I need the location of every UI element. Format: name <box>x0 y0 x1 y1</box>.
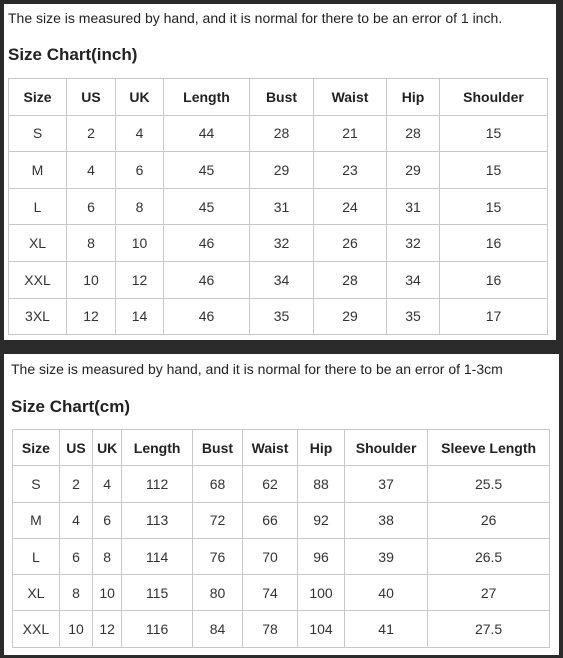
table-cell: 114 <box>122 538 193 574</box>
table-cell: 6 <box>59 538 92 574</box>
table-header-row <box>13 430 550 466</box>
table-row <box>13 575 550 611</box>
table-cell: 32 <box>387 225 440 262</box>
table-cell: 45 <box>164 188 250 225</box>
table-cell: 14 <box>116 298 164 335</box>
table-cell: 2 <box>67 115 116 152</box>
table-cell: 96 <box>298 538 345 574</box>
table-cell: 10 <box>67 261 116 298</box>
table-cell: 88 <box>298 466 345 502</box>
table-cell: 31 <box>250 188 314 225</box>
table-row <box>13 611 550 647</box>
table-cell: 29 <box>387 152 440 189</box>
table-cell: 28 <box>250 115 314 152</box>
inch-size-table <box>8 78 548 335</box>
table-row <box>9 152 548 189</box>
table-cell: 29 <box>314 298 387 335</box>
table-cell: 34 <box>387 261 440 298</box>
column-header: US <box>59 430 92 466</box>
column-header: Shoulder <box>344 430 427 466</box>
cm-measurement-note: The size is measured by hand, and it is normal for there to be an error of 1-3cm <box>11 361 503 377</box>
table-cell: 35 <box>387 298 440 335</box>
table-cell: 23 <box>314 152 387 189</box>
table-cell: 104 <box>298 611 345 647</box>
table-cell: L <box>13 538 60 574</box>
table-cell: 10 <box>59 611 92 647</box>
table-header-row <box>9 79 548 116</box>
table-cell: 29 <box>250 152 314 189</box>
table-cell: 25.5 <box>428 466 550 502</box>
table-cell: 10 <box>116 225 164 262</box>
table-cell: 38 <box>344 502 427 538</box>
table-cell: 112 <box>122 466 193 502</box>
table-cell: 84 <box>193 611 243 647</box>
table-cell: 40 <box>344 575 427 611</box>
table-cell: XXL <box>9 261 67 298</box>
table-cell: 78 <box>242 611 297 647</box>
cm-size-table <box>12 429 550 648</box>
table-cell: 46 <box>164 298 250 335</box>
table-cell: 74 <box>242 575 297 611</box>
table-cell: 12 <box>116 261 164 298</box>
column-header: Bust <box>250 79 314 116</box>
cm-size-chart-title: Size Chart(cm) <box>11 397 131 416</box>
table-cell: 6 <box>93 502 122 538</box>
table-row <box>13 538 550 574</box>
table-cell: 24 <box>314 188 387 225</box>
table-cell: 26.5 <box>428 538 550 574</box>
column-header: Shoulder <box>440 79 548 116</box>
table-cell: 72 <box>193 502 243 538</box>
table-cell: 8 <box>116 188 164 225</box>
table-cell: 2 <box>59 466 92 502</box>
column-header: UK <box>116 79 164 116</box>
table-row <box>9 225 548 262</box>
table-cell: 4 <box>93 466 122 502</box>
inch-measurement-note: The size is measured by hand, and it is normal for there to be an error of 1 inch. <box>8 10 503 26</box>
inch-size-chart-title: Size Chart(inch) <box>8 45 138 64</box>
cm-size-panel <box>4 354 559 655</box>
table-cell: 3XL <box>9 298 67 335</box>
table-cell: 80 <box>193 575 243 611</box>
table-cell: 6 <box>67 188 116 225</box>
table-cell: XL <box>9 225 67 262</box>
column-header: Waist <box>242 430 297 466</box>
table-cell: S <box>13 466 60 502</box>
table-cell: 66 <box>242 502 297 538</box>
table-cell: 26 <box>314 225 387 262</box>
table-cell: 4 <box>59 502 92 538</box>
table-cell: 28 <box>387 115 440 152</box>
table-cell: 12 <box>93 611 122 647</box>
table-cell: 8 <box>67 225 116 262</box>
table-cell: 68 <box>193 466 243 502</box>
table-cell: 41 <box>344 611 427 647</box>
table-cell: 15 <box>440 115 548 152</box>
column-header: Bust <box>193 430 243 466</box>
table-cell: 15 <box>440 188 548 225</box>
table-cell: S <box>9 115 67 152</box>
table-cell: M <box>13 502 60 538</box>
table-cell: XL <box>13 575 60 611</box>
column-header: Hip <box>387 79 440 116</box>
table-cell: 27.5 <box>428 611 550 647</box>
table-cell: 35 <box>250 298 314 335</box>
inch-size-panel <box>4 4 556 340</box>
table-cell: 113 <box>122 502 193 538</box>
table-cell: 15 <box>440 152 548 189</box>
table-cell: L <box>9 188 67 225</box>
table-cell: 32 <box>250 225 314 262</box>
table-row <box>13 502 550 538</box>
table-cell: 39 <box>344 538 427 574</box>
table-cell: 34 <box>250 261 314 298</box>
column-header: Waist <box>314 79 387 116</box>
table-cell: 4 <box>116 115 164 152</box>
table-row <box>13 466 550 502</box>
table-cell: 70 <box>242 538 297 574</box>
table-cell: 37 <box>344 466 427 502</box>
table-cell: 26 <box>428 502 550 538</box>
table-cell: 28 <box>314 261 387 298</box>
table-cell: 16 <box>440 261 548 298</box>
table-row <box>9 298 548 335</box>
table-cell: 100 <box>298 575 345 611</box>
table-cell: 12 <box>67 298 116 335</box>
column-header: Size <box>9 79 67 116</box>
table-cell: M <box>9 152 67 189</box>
column-header: Sleeve Length <box>428 430 550 466</box>
table-row <box>9 261 548 298</box>
table-cell: 6 <box>116 152 164 189</box>
table-cell: 92 <box>298 502 345 538</box>
table-cell: 62 <box>242 466 297 502</box>
table-row <box>9 115 548 152</box>
table-cell: 21 <box>314 115 387 152</box>
table-cell: XXL <box>13 611 60 647</box>
table-row <box>9 188 548 225</box>
table-cell: 116 <box>122 611 193 647</box>
column-header: Hip <box>298 430 345 466</box>
table-cell: 46 <box>164 261 250 298</box>
table-cell: 4 <box>67 152 116 189</box>
column-header: Length <box>164 79 250 116</box>
table-cell: 45 <box>164 152 250 189</box>
table-cell: 46 <box>164 225 250 262</box>
table-cell: 76 <box>193 538 243 574</box>
column-header: Size <box>13 430 60 466</box>
table-cell: 8 <box>93 538 122 574</box>
table-cell: 115 <box>122 575 193 611</box>
table-cell: 31 <box>387 188 440 225</box>
table-cell: 27 <box>428 575 550 611</box>
table-cell: 8 <box>59 575 92 611</box>
column-header: US <box>67 79 116 116</box>
column-header: Length <box>122 430 193 466</box>
table-cell: 44 <box>164 115 250 152</box>
table-cell: 17 <box>440 298 548 335</box>
table-cell: 10 <box>93 575 122 611</box>
table-cell: 16 <box>440 225 548 262</box>
column-header: UK <box>93 430 122 466</box>
